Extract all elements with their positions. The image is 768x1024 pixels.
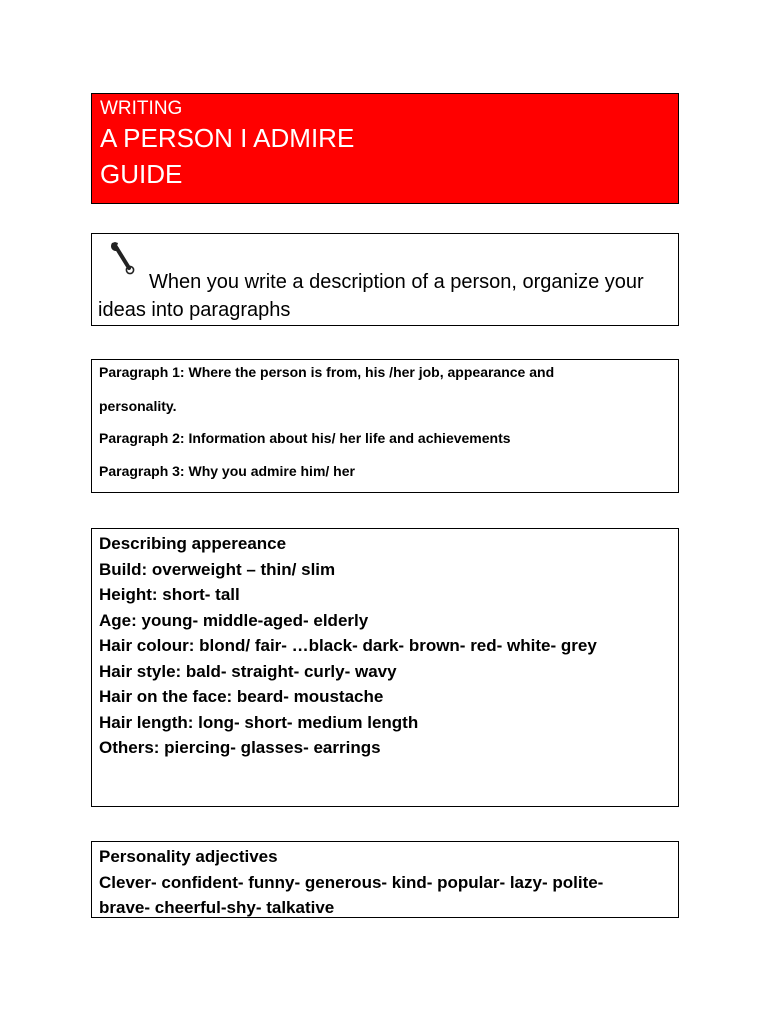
personality-heading: Personality adjectives	[99, 847, 278, 866]
appearance-item: Age: young- middle-aged- elderly	[99, 610, 369, 630]
appearance-item: Hair length: long- short- medium length	[99, 712, 419, 732]
banner-subtitle: WRITING	[100, 98, 183, 119]
appearance-item: Build: overweight – thin/ slim	[99, 559, 336, 579]
paragraph-1-text: Paragraph 1: Where the person is from, his /her job, appearance and	[99, 364, 555, 380]
appearance-item: Hair style: bald- straight- curly- wavy	[99, 661, 397, 681]
paragraph-2-text: Paragraph 2: Information about his/ her life and achievements	[99, 430, 511, 446]
appearance-item: Hair on the face: beard- moustache	[99, 687, 384, 706]
appearance-item: Others: piercing- glasses- earrings	[99, 738, 381, 757]
intro-box	[91, 233, 679, 326]
appearance-item: Hair colour: blond/ fair- …black- dark- brown- red- white- grey	[99, 636, 597, 655]
personality-adjectives-line2: brave- cheerful-shy- talkative	[99, 898, 335, 917]
personality-adjectives-line1: Clever- confident- funny- generous- kind- popular- lazy- polite-	[99, 872, 604, 892]
banner-title-guide: GUIDE	[100, 159, 183, 189]
intro-text-line1: When you write a description of a person, organize your	[149, 271, 644, 293]
appearance-item: Height: short- tall	[99, 585, 240, 604]
title-banner	[91, 93, 679, 204]
appearance-box	[91, 528, 679, 807]
paragraph-guide-box	[91, 359, 679, 493]
intro-text-line2: ideas into paragraphs	[98, 299, 291, 321]
paragraph-1-continued: personality.	[99, 398, 177, 414]
personality-box	[91, 841, 679, 918]
wrench-icon	[99, 235, 147, 297]
banner-title: A PERSON I ADMIRE	[100, 123, 355, 153]
appearance-heading: Describing appereance	[99, 534, 287, 553]
paragraph-3-text: Paragraph 3: Why you admire him/ her	[99, 463, 355, 479]
